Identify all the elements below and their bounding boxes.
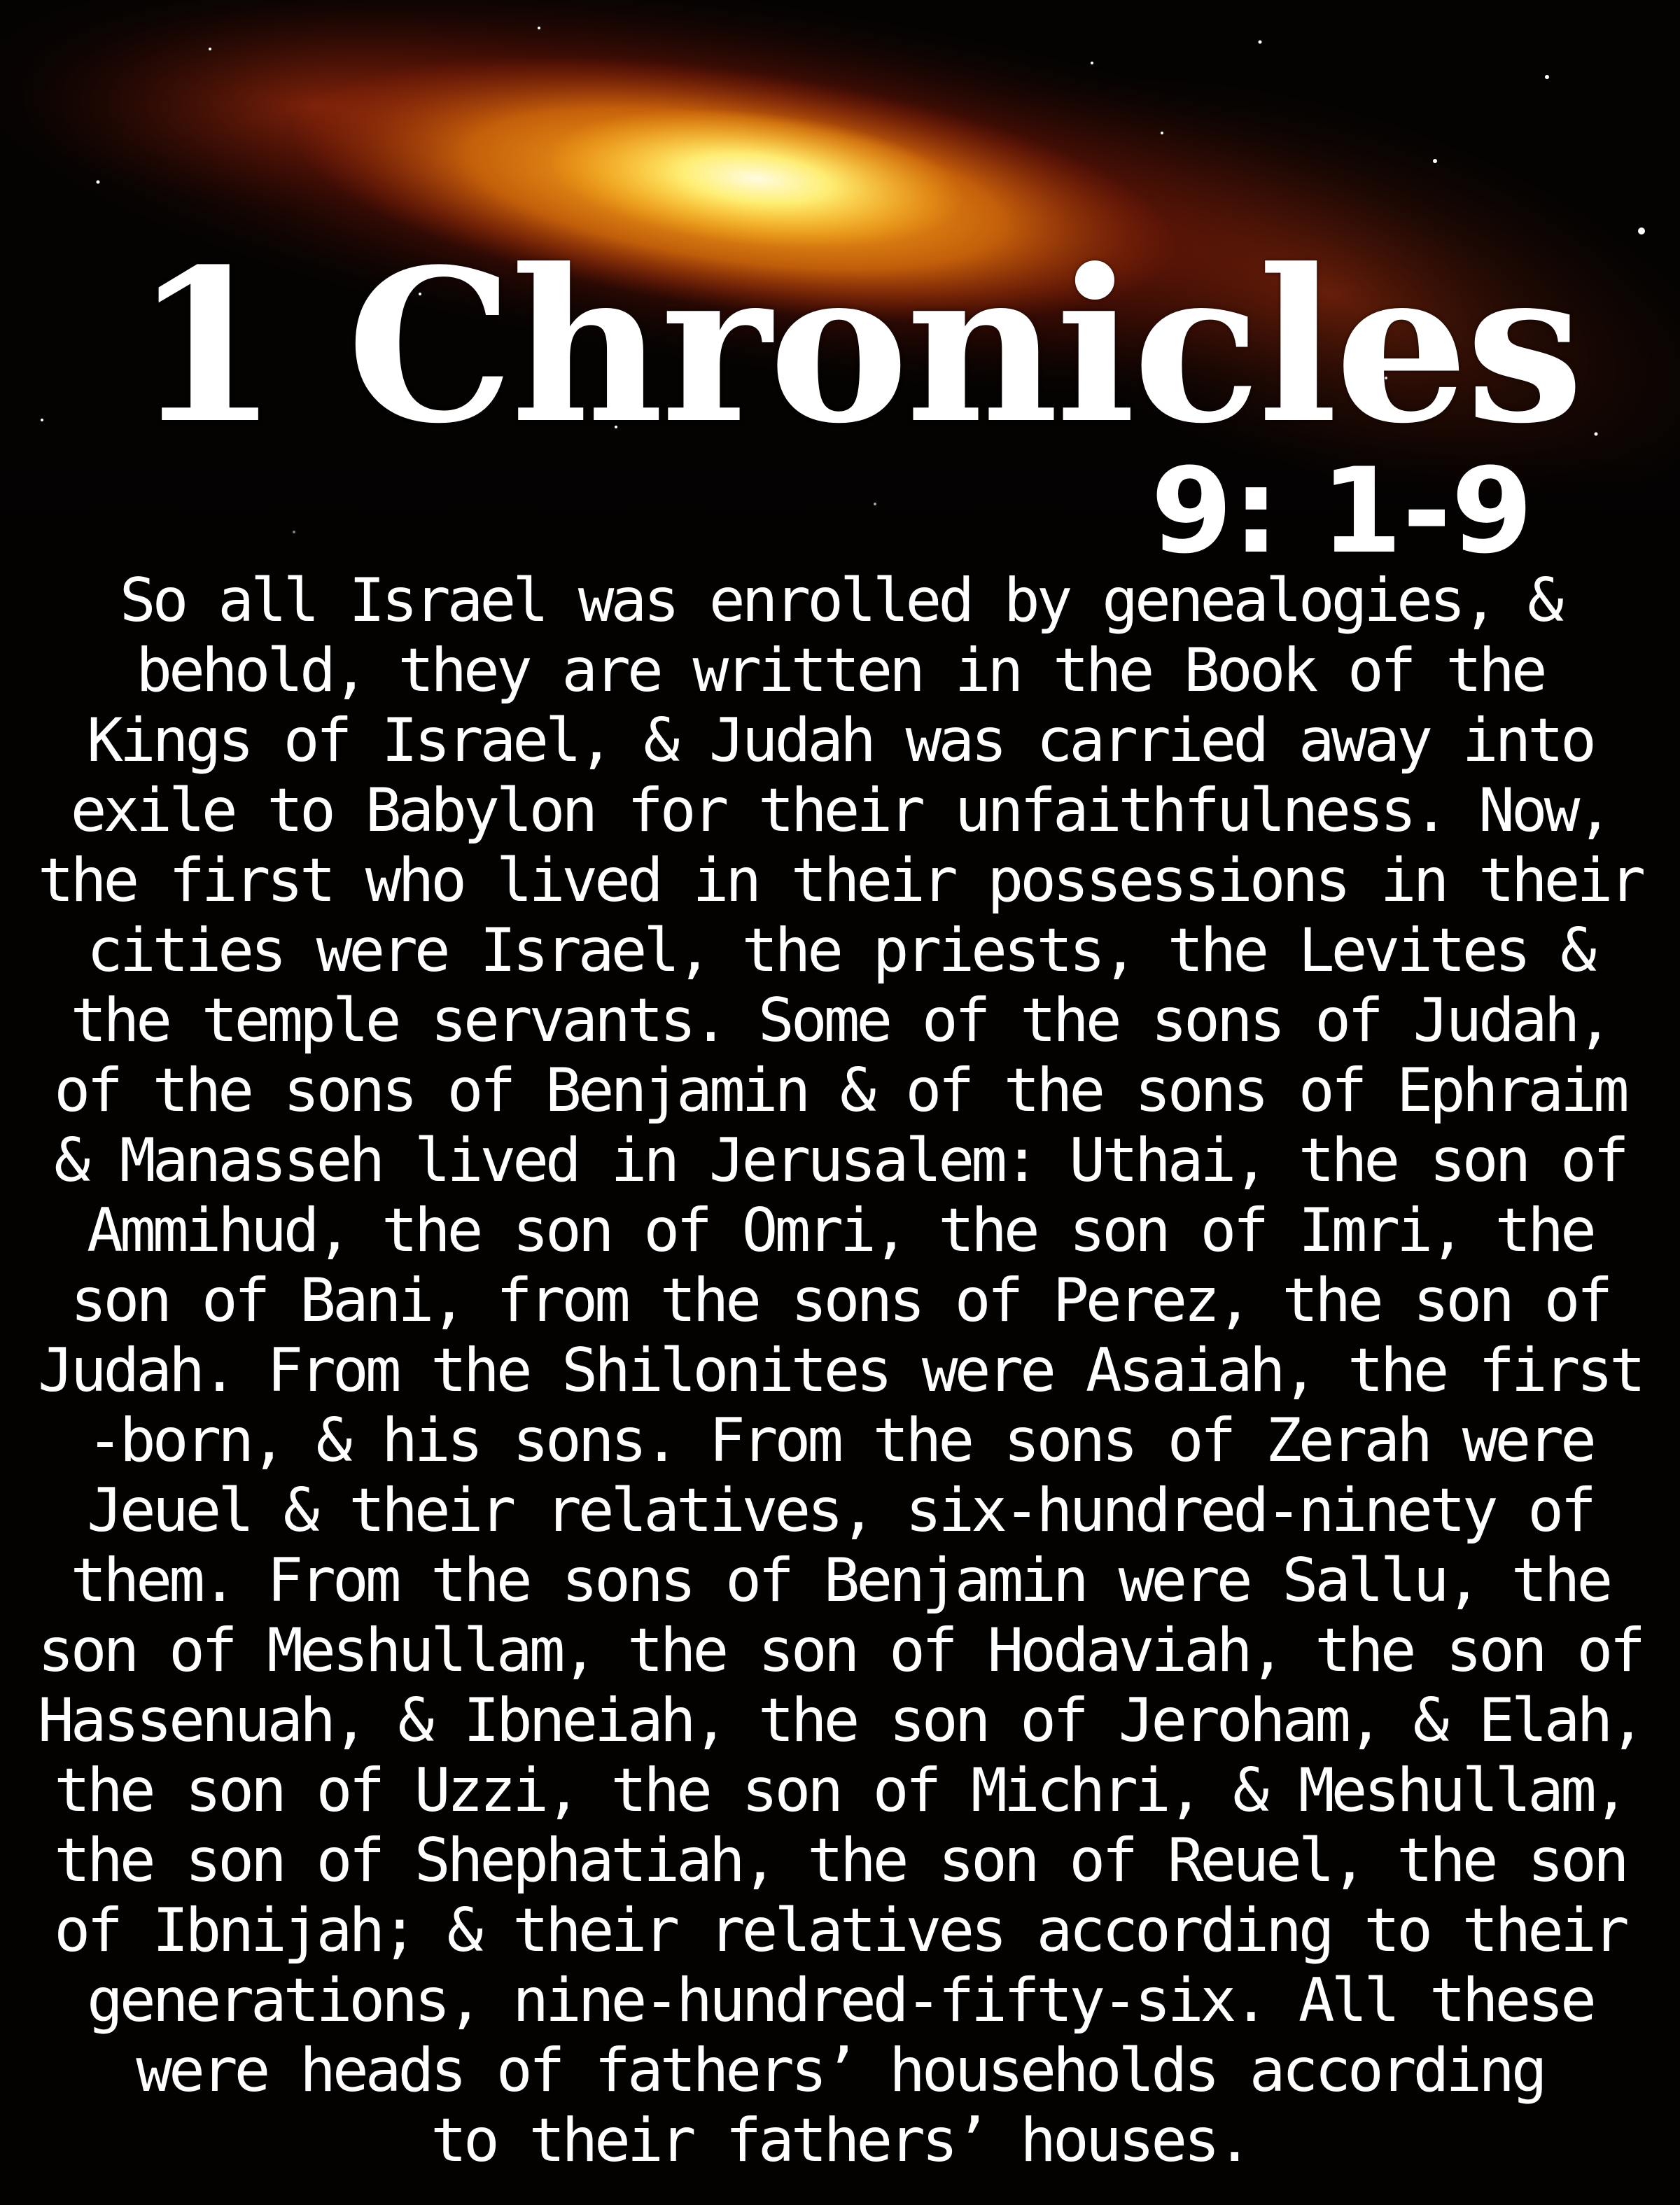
passage-line: -born, & his sons. From the sons of Zerah were — [87, 1406, 1593, 1476]
passage-line: son of Meshullam, the son of Hodaviah, the son of — [37, 1616, 1643, 1686]
passage-line: behold, they are written in the Book of the — [136, 636, 1544, 706]
passage-line: of the sons of Benjamin & of the sons of Ephraim — [54, 1056, 1626, 1126]
passage-line: cities were Israel, the priests, the Levites & — [87, 916, 1593, 986]
passage-line: son of Bani, from the sons of Perez, the son of — [70, 1266, 1610, 1336]
passage-line: to their fathers’ houses. — [430, 2106, 1250, 2176]
passage-line: the first who lived in their possessions in their — [37, 846, 1643, 916]
book-title: 1 Chronicles — [133, 223, 1581, 470]
chapter-verse-reference: 9: 1-9 — [1150, 442, 1533, 580]
passage-line: Kings of Israel, & Judah was carried away into — [87, 706, 1593, 776]
passage-line: the temple servants. Some of the sons of Judah, — [70, 986, 1610, 1056]
passage-line: Ammihud, the son of Omri, the son of Imri, the — [87, 1196, 1593, 1266]
passage-line: them. From the sons of Benjamin were Sallu, the — [70, 1546, 1610, 1616]
passage-line: exile to Babylon for their unfaithfulness. Now, — [70, 776, 1610, 846]
passage-line: the son of Uzzi, the son of Michri, & Meshullam, — [54, 1756, 1626, 1826]
passage-line: So all Israel was enrolled by genealogies, & — [119, 566, 1561, 636]
passage-line: Jeuel & their relatives, six-hundred-ninety of — [87, 1476, 1593, 1546]
passage-line: of Ibnijah; & their relatives according to their — [54, 1896, 1626, 1966]
passage-line: Hassenuah, & Ibneiah, the son of Jeroham, & Elah, — [37, 1686, 1643, 1756]
passage-line: generations, nine-hundred-fifty-six. All these — [87, 1966, 1593, 2036]
passage-line: the son of Shephatiah, the son of Reuel, the son — [54, 1826, 1626, 1896]
passage-line: were heads of fathers’ households according — [136, 2036, 1544, 2106]
scripture-passage — [14, 566, 1666, 2176]
passage-line: & Manasseh lived in Jerusalem: Uthai, the son of — [54, 1126, 1626, 1196]
passage-line: Judah. From the Shilonites were Asaiah, the first — [37, 1336, 1643, 1406]
